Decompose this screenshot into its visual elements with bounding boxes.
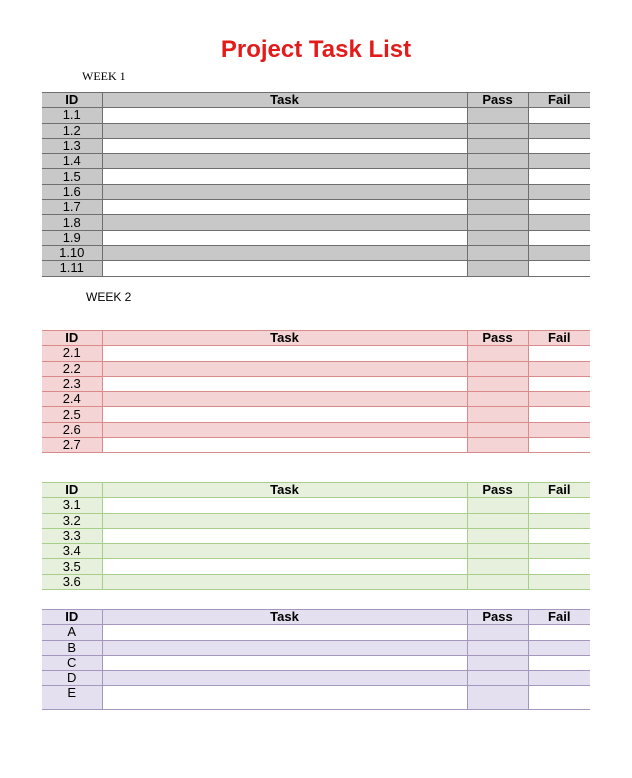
row-id-cell: 2.7 — [42, 438, 102, 453]
row-id-cell: 1.2 — [42, 123, 102, 138]
table-row — [42, 528, 590, 543]
pass-cell[interactable] — [467, 686, 528, 710]
fail-cell[interactable] — [528, 108, 590, 123]
task-cell[interactable] — [102, 376, 467, 391]
task-cell[interactable] — [102, 544, 467, 559]
task-cell[interactable] — [102, 392, 467, 407]
task-cell[interactable] — [102, 123, 467, 138]
row-id-cell: 1.8 — [42, 215, 102, 230]
week2-label: WEEK 2 — [86, 290, 132, 304]
table-row — [42, 108, 590, 123]
pass-cell[interactable] — [467, 625, 528, 640]
pass-cell[interactable] — [467, 261, 528, 276]
task-cell[interactable] — [102, 686, 467, 710]
pass-cell[interactable] — [467, 407, 528, 422]
row-id-cell: 3.2 — [42, 513, 102, 528]
pass-header: Pass — [467, 610, 528, 625]
task-cell[interactable] — [102, 361, 467, 376]
row-id-cell: 1.3 — [42, 138, 102, 153]
table-row — [42, 392, 590, 407]
pass-cell[interactable] — [467, 215, 528, 230]
table-header-row — [42, 610, 590, 625]
fail-cell[interactable] — [528, 640, 590, 655]
pass-cell[interactable] — [467, 123, 528, 138]
table-row — [42, 230, 590, 245]
table-row — [42, 438, 590, 453]
task-cell[interactable] — [102, 513, 467, 528]
pass-cell[interactable] — [467, 574, 528, 589]
pass-cell[interactable] — [467, 559, 528, 574]
table-row — [42, 154, 590, 169]
fail-cell[interactable] — [528, 528, 590, 543]
pass-cell[interactable] — [467, 392, 528, 407]
table-row — [42, 625, 590, 640]
pass-header: Pass — [467, 331, 528, 346]
pass-cell[interactable] — [467, 184, 528, 199]
task-cell[interactable] — [102, 574, 467, 589]
pass-header: Pass — [467, 483, 528, 498]
fail-cell[interactable] — [528, 154, 590, 169]
table-row — [42, 498, 590, 513]
pass-cell[interactable] — [467, 230, 528, 245]
row-id-cell: 2.3 — [42, 376, 102, 391]
task-cell[interactable] — [102, 261, 467, 276]
fail-cell[interactable] — [528, 574, 590, 589]
extra-table — [42, 609, 590, 710]
task-cell[interactable] — [102, 215, 467, 230]
fail-header: Fail — [528, 93, 590, 108]
table-row — [42, 200, 590, 215]
table-row — [42, 123, 590, 138]
table-row — [42, 215, 590, 230]
fail-cell[interactable] — [528, 138, 590, 153]
row-id-cell: 2.1 — [42, 346, 102, 361]
pass-cell[interactable] — [467, 498, 528, 513]
pass-cell[interactable] — [467, 108, 528, 123]
row-id-cell: 3.6 — [42, 574, 102, 589]
row-id-cell: A — [42, 625, 102, 640]
fail-cell[interactable] — [528, 655, 590, 670]
fail-cell[interactable] — [528, 169, 590, 184]
page-title: Project Task List — [220, 36, 412, 63]
row-id-cell: 1.7 — [42, 200, 102, 215]
fail-cell[interactable] — [528, 361, 590, 376]
pass-cell[interactable] — [467, 528, 528, 543]
table-row — [42, 245, 590, 260]
table-row — [42, 184, 590, 199]
fail-cell[interactable] — [528, 407, 590, 422]
fail-cell[interactable] — [528, 559, 590, 574]
table-header-row — [42, 93, 590, 108]
table-row — [42, 686, 590, 710]
task-header: Task — [102, 331, 467, 346]
fail-cell[interactable] — [528, 230, 590, 245]
row-id-cell: 3.1 — [42, 498, 102, 513]
week1-table — [42, 92, 590, 277]
task-header: Task — [102, 93, 467, 108]
fail-cell[interactable] — [528, 215, 590, 230]
fail-cell[interactable] — [528, 544, 590, 559]
task-cell[interactable] — [102, 154, 467, 169]
row-id-cell: 2.6 — [42, 422, 102, 437]
table-row — [42, 376, 590, 391]
task-cell[interactable] — [102, 138, 467, 153]
fail-cell[interactable] — [528, 438, 590, 453]
task-header: Task — [102, 610, 467, 625]
table-row — [42, 513, 590, 528]
row-id-cell: E — [42, 686, 102, 710]
task-cell[interactable] — [102, 655, 467, 670]
row-id-cell: B — [42, 640, 102, 655]
pass-cell[interactable] — [467, 655, 528, 670]
table-row — [42, 574, 590, 589]
row-id-cell: 2.5 — [42, 407, 102, 422]
pass-cell[interactable] — [467, 200, 528, 215]
row-id-cell: 1.4 — [42, 154, 102, 169]
task-cell[interactable] — [102, 671, 467, 686]
task-cell[interactable] — [102, 346, 467, 361]
fail-cell[interactable] — [528, 200, 590, 215]
row-id-cell: 1.10 — [42, 245, 102, 260]
task-header: Task — [102, 483, 467, 498]
task-cell[interactable] — [102, 200, 467, 215]
pass-cell[interactable] — [467, 640, 528, 655]
task-cell[interactable] — [102, 407, 467, 422]
fail-cell[interactable] — [528, 184, 590, 199]
task-cell[interactable] — [102, 108, 467, 123]
task-cell[interactable] — [102, 498, 467, 513]
fail-cell[interactable] — [528, 376, 590, 391]
week3-table — [42, 482, 590, 590]
pass-cell[interactable] — [467, 346, 528, 361]
table-row — [42, 655, 590, 670]
fail-cell[interactable] — [528, 625, 590, 640]
pass-cell[interactable] — [467, 138, 528, 153]
table-row — [42, 169, 590, 184]
fail-cell[interactable] — [528, 346, 590, 361]
table-row — [42, 544, 590, 559]
fail-header: Fail — [528, 331, 590, 346]
task-cell[interactable] — [102, 230, 467, 245]
task-cell[interactable] — [102, 559, 467, 574]
id-header: ID — [42, 93, 102, 108]
pass-cell[interactable] — [467, 438, 528, 453]
fail-cell[interactable] — [528, 261, 590, 276]
pass-cell[interactable] — [467, 513, 528, 528]
row-id-cell: 2.4 — [42, 392, 102, 407]
pass-header: Pass — [467, 93, 528, 108]
id-header: ID — [42, 610, 102, 625]
table-row — [42, 671, 590, 686]
table-row — [42, 422, 590, 437]
row-id-cell: 1.1 — [42, 108, 102, 123]
table-row — [42, 407, 590, 422]
table-row — [42, 640, 590, 655]
table-header-row — [42, 483, 590, 498]
week1-label: WEEK 1 — [82, 69, 126, 83]
pass-cell[interactable] — [467, 544, 528, 559]
table-row — [42, 346, 590, 361]
pass-cell[interactable] — [467, 361, 528, 376]
task-cell[interactable] — [102, 640, 467, 655]
row-id-cell: C — [42, 655, 102, 670]
table-header-row — [42, 331, 590, 346]
row-id-cell: 1.6 — [42, 184, 102, 199]
id-header: ID — [42, 483, 102, 498]
pass-cell[interactable] — [467, 376, 528, 391]
row-id-cell: 2.2 — [42, 361, 102, 376]
fail-cell[interactable] — [528, 513, 590, 528]
fail-cell[interactable] — [528, 498, 590, 513]
pass-cell[interactable] — [467, 422, 528, 437]
pass-cell[interactable] — [467, 154, 528, 169]
fail-cell[interactable] — [528, 245, 590, 260]
task-cell[interactable] — [102, 438, 467, 453]
task-cell[interactable] — [102, 169, 467, 184]
row-id-cell: 1.5 — [42, 169, 102, 184]
table-row — [42, 138, 590, 153]
fail-header: Fail — [528, 610, 590, 625]
row-id-cell: 3.3 — [42, 528, 102, 543]
row-id-cell: 3.4 — [42, 544, 102, 559]
id-header: ID — [42, 331, 102, 346]
task-cell[interactable] — [102, 184, 467, 199]
table-row — [42, 261, 590, 276]
fail-cell[interactable] — [528, 671, 590, 686]
row-id-cell: 3.5 — [42, 559, 102, 574]
fail-header: Fail — [528, 483, 590, 498]
pass-cell[interactable] — [467, 245, 528, 260]
fail-cell[interactable] — [528, 422, 590, 437]
week2-table — [42, 330, 590, 453]
table-row — [42, 559, 590, 574]
fail-cell[interactable] — [528, 392, 590, 407]
row-id-cell: 1.11 — [42, 261, 102, 276]
table-row — [42, 361, 590, 376]
row-id-cell: 1.9 — [42, 230, 102, 245]
task-cell[interactable] — [102, 528, 467, 543]
pass-cell[interactable] — [467, 169, 528, 184]
task-cell[interactable] — [102, 245, 467, 260]
task-cell[interactable] — [102, 422, 467, 437]
row-id-cell: D — [42, 671, 102, 686]
pass-cell[interactable] — [467, 671, 528, 686]
fail-cell[interactable] — [528, 123, 590, 138]
fail-cell[interactable] — [528, 686, 590, 710]
task-cell[interactable] — [102, 625, 467, 640]
